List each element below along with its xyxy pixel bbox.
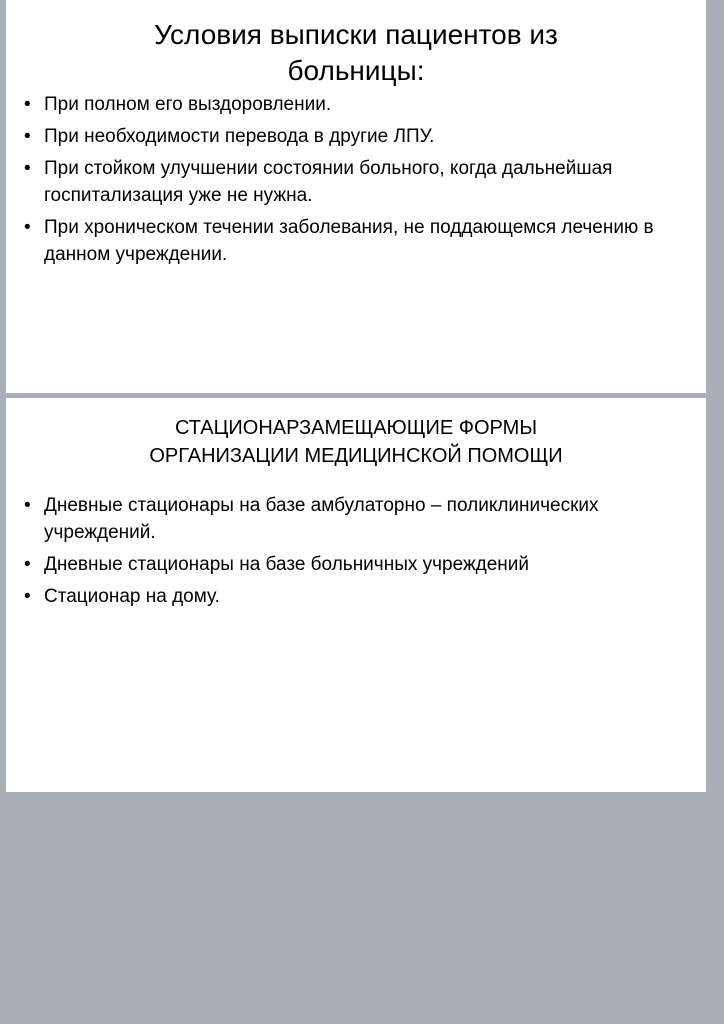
list-item-text: При полном его выздоровлении. xyxy=(44,94,332,115)
bullet-list xyxy=(6,470,706,610)
title-line-1: Условия выписки пациентов из xyxy=(154,19,558,50)
list-item xyxy=(24,583,706,610)
bullet-icon: • xyxy=(24,554,31,575)
list-item-text: Стационар на дому. xyxy=(44,586,220,607)
title-line-2: больницы: xyxy=(287,55,425,86)
bullet-icon: • xyxy=(24,586,31,607)
title-line-1: СТАЦИОНАРЗАМЕЩАЮЩИЕ ФОРМЫ xyxy=(174,417,538,439)
bullet-icon: • xyxy=(24,94,31,115)
list-item-text: При стойком улучшении состоянии больного, когда дальнейшая госпитализация уже не нужна. xyxy=(44,158,613,206)
bullet-icon: • xyxy=(24,495,31,516)
slide-title xyxy=(6,0,706,89)
list-item-text: Дневные стационары на базе больничных учреждений xyxy=(44,554,530,575)
bullet-list xyxy=(6,89,706,268)
list-item xyxy=(24,155,706,209)
list-item xyxy=(24,492,706,546)
list-item-text: При хроническом течении заболевания, не поддающемся лечению в данном учреждении. xyxy=(44,217,654,265)
list-item-text: Дневные стационары на базе амбулаторно – поликлинических учреждений. xyxy=(44,495,599,543)
slide-inpatient-replacing-forms xyxy=(6,398,706,792)
title-line-2: ОРГАНИЗАЦИИ МЕДИЦИНСКОЙ ПОМОЩИ xyxy=(149,445,563,467)
slide-discharge-conditions xyxy=(6,0,706,393)
list-item-text: При необходимости перевода в другие ЛПУ. xyxy=(44,126,435,147)
bullet-icon: • xyxy=(24,158,31,179)
slide-title xyxy=(6,398,706,470)
list-item xyxy=(24,123,706,150)
list-item xyxy=(24,551,706,578)
list-item xyxy=(24,214,706,268)
bullet-icon: • xyxy=(24,126,31,147)
bullet-icon: • xyxy=(24,217,31,238)
list-item xyxy=(24,91,706,118)
